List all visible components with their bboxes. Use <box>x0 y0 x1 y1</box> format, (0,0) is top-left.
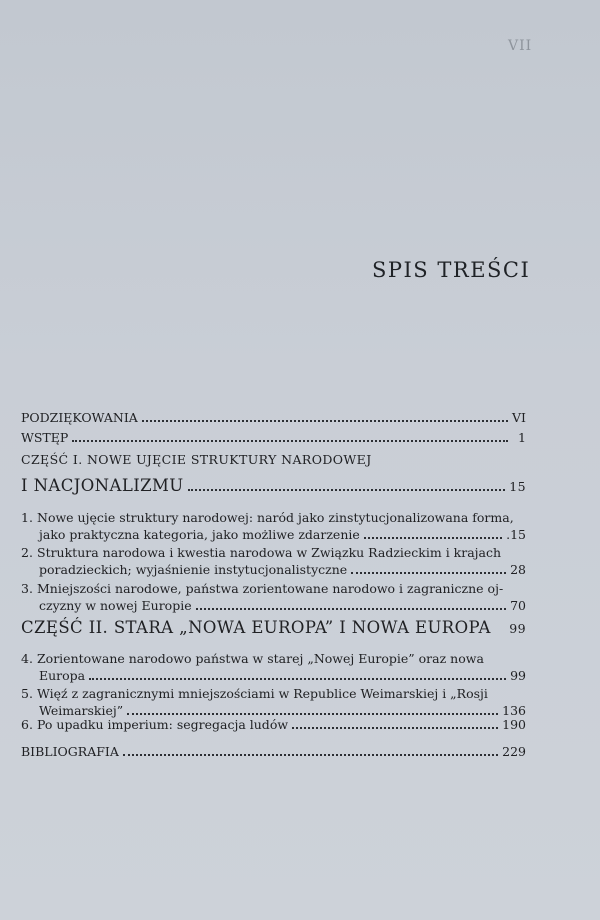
toc-item3-line1[interactable] <box>21 581 526 596</box>
toc-item-text: Po upadku imperium: segregacja ludów <box>37 717 289 732</box>
toc-item-number: 1. <box>21 510 33 525</box>
leader-dots <box>72 440 508 442</box>
leader-dots <box>351 572 506 574</box>
toc-entry-page: 136 <box>502 703 526 718</box>
toc-item-text: Weimarskiej” <box>39 703 124 718</box>
toc-entry-label: BIBLIOGRAFIA <box>21 744 119 759</box>
toc-item2[interactable] <box>39 562 526 578</box>
toc-entry-page: 190 <box>502 717 526 732</box>
toc-item-text: Nowe ujęcie struktury narodowej: naród jako zinstytucjonalizowana forma, <box>37 510 514 525</box>
toc-part2[interactable] <box>21 618 526 637</box>
toc-item6[interactable] <box>21 717 526 733</box>
leader-dots <box>142 420 508 422</box>
toc-item-number: 6. <box>21 717 33 732</box>
toc-item-number: 2. <box>21 545 33 560</box>
toc-item-text: Mniejszości narodowe, państwa zorientowane narodowo i zagraniczne oj- <box>37 581 504 596</box>
leader-dots <box>89 678 506 680</box>
toc-entry-page: 70 <box>510 598 526 613</box>
toc-item-number: 4. <box>21 651 33 666</box>
leader-dots <box>196 608 507 610</box>
toc-part1-line1[interactable]: CZĘŚĆ I. NOWE UJĘCIE STRUKTURY NARODOWEJ <box>21 452 372 467</box>
toc-entry-page: .15 <box>506 527 526 542</box>
toc-entry-wstep[interactable] <box>21 430 526 446</box>
toc-item5-line1[interactable] <box>21 686 526 701</box>
toc-item4[interactable] <box>39 668 526 684</box>
toc-entry-label: WSTĘP <box>21 430 69 445</box>
toc-entry-podziekowania[interactable] <box>21 410 526 426</box>
page-number: VII <box>508 38 533 54</box>
toc-item1[interactable] <box>39 527 526 543</box>
toc-item-text: poradzieckich; wyjaśnienie instytucjonalistyczne <box>39 562 348 577</box>
leader-dots <box>188 489 506 491</box>
leader-dots <box>364 537 502 539</box>
toc-entry-page: 99 <box>509 621 526 636</box>
toc-entry-page: 99 <box>510 668 526 683</box>
toc-part1-line2: I NACJONALIZMU <box>21 476 184 495</box>
toc-entry-page: 28 <box>510 562 526 577</box>
toc-entry-page: 1 <box>518 430 526 445</box>
toc-part1[interactable] <box>21 476 526 495</box>
toc-item-text: jako praktyczna kategoria, jako możliwe zdarzenie <box>39 527 360 542</box>
toc-entry-page: VI <box>512 410 526 425</box>
page-title: SPIS TREŚCI <box>372 258 531 282</box>
toc-item3[interactable] <box>39 598 526 614</box>
toc-item-text: Zorientowane narodowo państwa w starej „Nowej Europie” oraz nowa <box>37 651 484 666</box>
toc-item1-line1[interactable] <box>21 510 526 525</box>
toc-entry-page: 229 <box>502 744 526 759</box>
toc-item-number: 3. <box>21 581 33 596</box>
leader-dots <box>292 727 498 729</box>
toc-entry-page: 15 <box>509 479 526 494</box>
toc-entry-label: PODZIĘKOWANIA <box>21 410 138 425</box>
toc-item4-line1[interactable] <box>21 651 526 666</box>
toc-item-number: 5. <box>21 686 33 701</box>
toc-item-text: czyzny w nowej Europie <box>39 598 192 613</box>
toc-item2-line1[interactable] <box>21 545 526 560</box>
toc-item-text: Struktura narodowa i kwestia narodowa w Związku Radzieckim i krajach <box>37 545 502 560</box>
toc-item-text: Więź z zagranicznymi mniejszościami w Republice Weimarskiej i „Rosji <box>37 686 488 701</box>
toc-entry-bibliografia[interactable] <box>21 744 526 760</box>
toc-part2-label: CZĘŚĆ II. STARA „NOWA EUROPA” I NOWA EUROPA <box>21 618 491 637</box>
leader-dots <box>127 713 498 715</box>
leader-dots <box>123 754 498 756</box>
toc-item-text: Europa <box>39 668 86 683</box>
